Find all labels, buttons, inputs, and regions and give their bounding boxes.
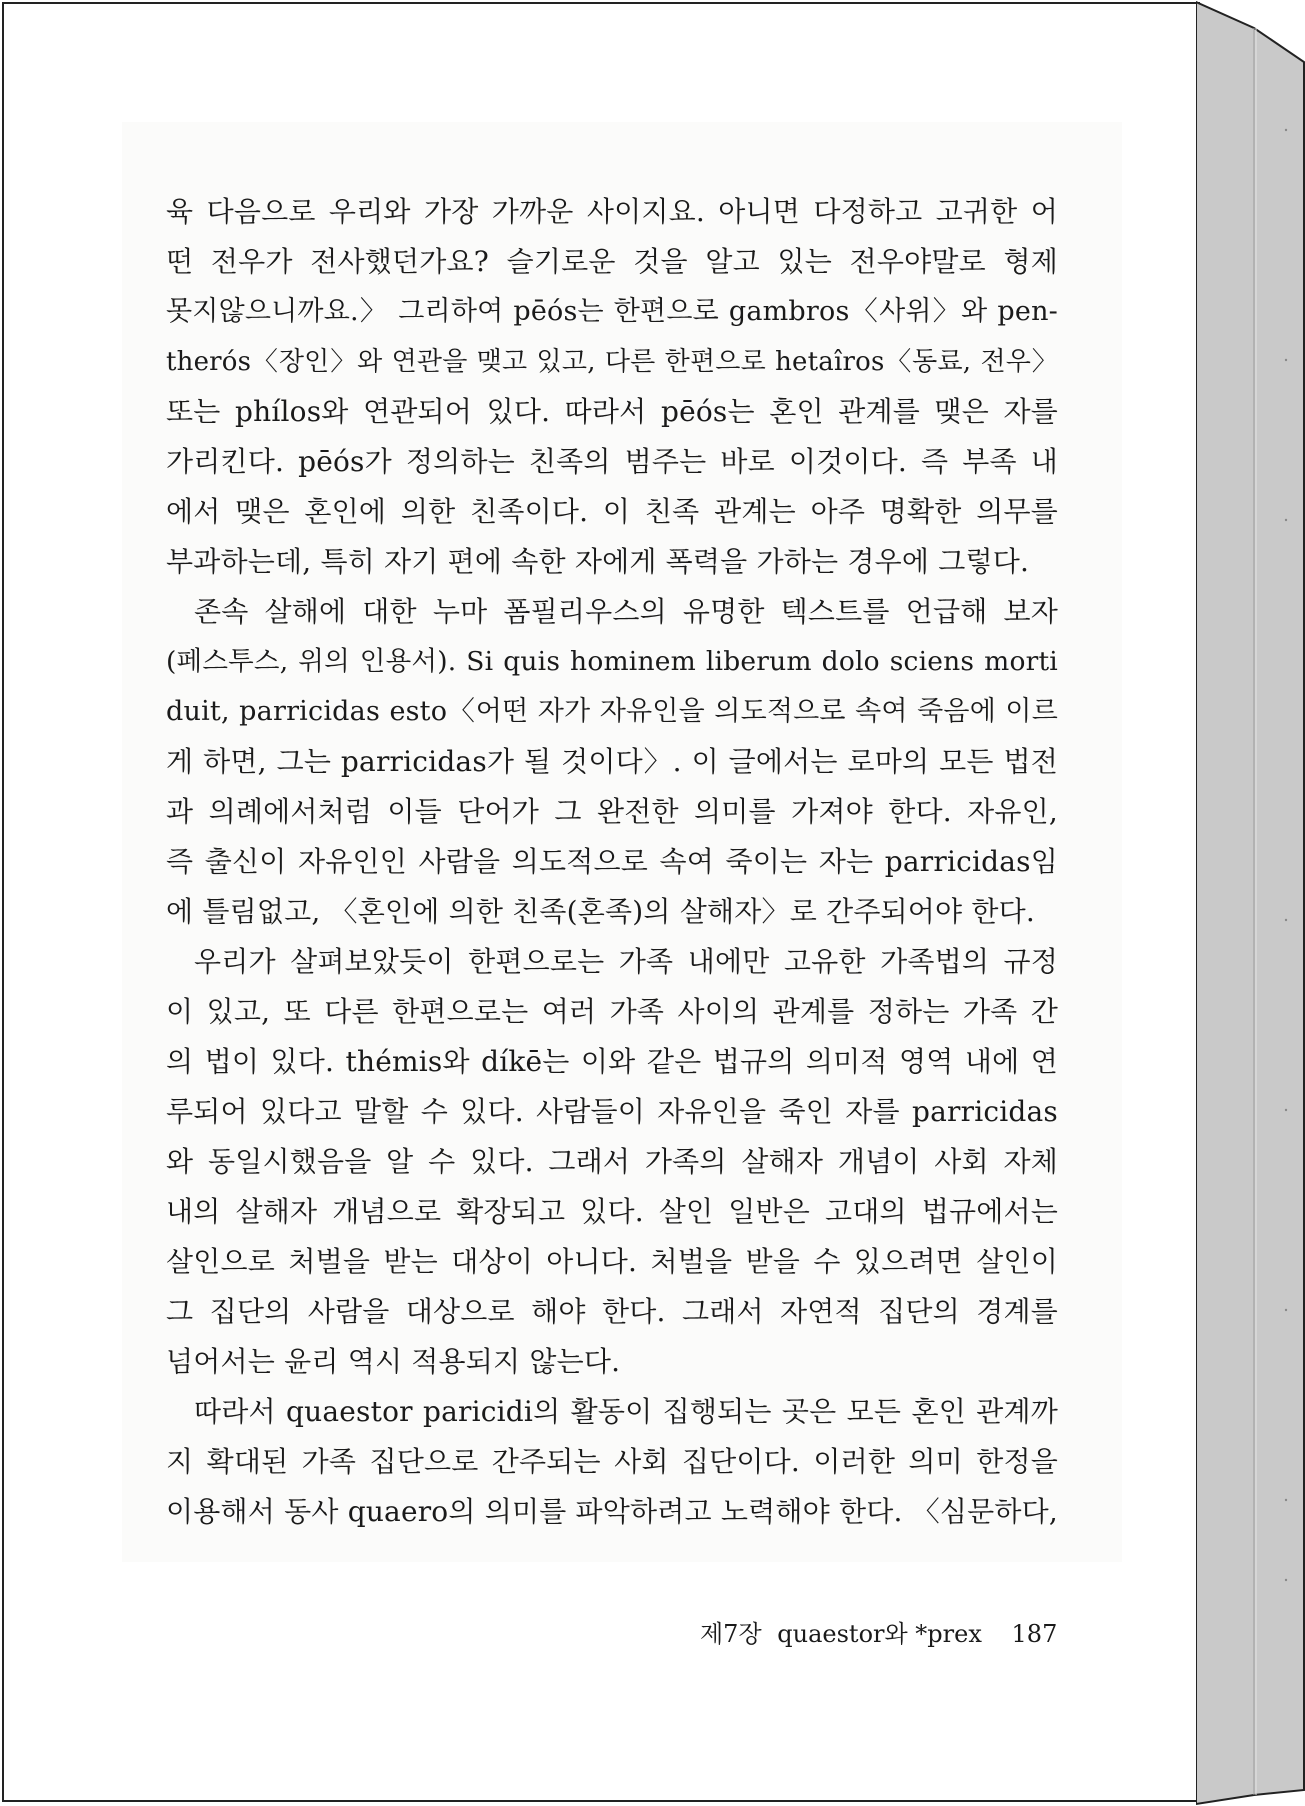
text-line: 또는 phílos와 연관되어 있다. 따라서 pēós는 혼인 관계를 맺은 자를 [166,395,1058,428]
text-line: 떤 전우가 전사했던가요? 슬기로운 것을 알고 있는 전우야말로 형제 [166,245,1058,278]
text-line: 부과하는데, 특히 자기 편에 속한 자에게 폭력을 가하는 경우에 그렇다. [166,545,1030,578]
footer-chapter: 제7장 [700,1620,762,1648]
text-line: 가리킨다. pēós가 정의하는 친족의 범주는 바로 이것이다. 즉 부족 내 [166,445,1058,478]
book-edge-mark [1285,129,1287,131]
text-line: 지 확대된 가족 집단으로 간주되는 사회 집단이다. 이러한 의미 한정을 [166,1445,1058,1478]
text-line: 에 틀림없고, 〈혼인에 의한 친족(혼족)의 살해자〉로 간주되어야 한다. [166,895,1036,928]
running-footer [700,1614,1058,1648]
page-number: 187 [1011,1620,1058,1648]
text-line: 존속 살해에 대한 누마 폼필리우스의 유명한 텍스트를 언급해 보자 [194,595,1058,628]
text-line: 즉 출신이 자유인인 사람을 의도적으로 속여 죽이는 자는 parricidas임 [166,845,1058,878]
book-edge-mark [1285,519,1287,521]
text-line: 넘어서는 윤리 역시 적용되지 않는다. [166,1345,621,1378]
text-line: therós〈장인〉와 연관을 맺고 있고, 다른 한편으로 hetaîros〈동료, 전우〉 [166,347,1058,377]
text-line: 이용해서 동사 quaero의 의미를 파악하려고 노력해야 한다. 〈심문하다, [166,1495,1058,1528]
body-text [166,187,1058,1537]
text-line: 게 하면, 그는 parricidas가 될 것이다〉. 이 글에서는 로마의 모든 법전 [166,745,1058,778]
text-line: 와 동일시했음을 알 수 있다. 그래서 가족의 살해자 개념이 사회 자체 [166,1145,1058,1178]
book-edge-mark [1285,1109,1287,1111]
text-line: 의 법이 있다. thémis와 díkē는 이와 같은 법규의 의미적 영역 내에 연 [166,1045,1058,1078]
book-edge-mark [1285,1309,1287,1311]
text-line: 과 의례에서처럼 이들 단어가 그 완전한 의미를 가져야 한다. 자유인, [166,795,1058,828]
text-line: 못지않으니까요.〉 그리하여 pēós는 한편으로 gambros〈사위〉와 pen- [166,296,1058,327]
text-line: 우리가 살펴보았듯이 한편으로는 가족 내에만 고유한 가족법의 규정 [194,945,1058,978]
text-line: duit, parricidas esto〈어떤 자가 자유인을 의도적으로 속여 죽음에 이르 [166,696,1058,727]
book-edge-face [1196,2,1304,1804]
book-edge-mark [1285,919,1287,921]
book-edge [1196,0,1305,1806]
book-edge-mark [1285,359,1287,361]
text-line: (페스투스, 위의 인용서). Si quis hominem liberum dolo sciens morti [166,646,1058,677]
text-line: 따라서 quaestor paricidi의 활동이 집행되는 곳은 모든 혼인 관계까 [194,1395,1058,1428]
text-line: 내의 살해자 개념으로 확장되고 있다. 살인 일반은 고대의 법규에서는 [166,1195,1058,1228]
book-edge-mark [1285,1499,1287,1501]
text-line: 살인으로 처벌을 받는 대상이 아니다. 처벌을 받을 수 있으려면 살인이 [166,1245,1058,1278]
text-line: 이 있고, 또 다른 한편으로는 여러 가족 사이의 관계를 정하는 가족 간 [166,995,1058,1028]
footer-chapter-title: quaestor와 *prex [777,1620,982,1648]
text-line: 에서 맺은 혼인에 의한 친족이다. 이 친족 관계는 아주 명확한 의무를 [166,495,1058,528]
text-line: 그 집단의 사람을 대상으로 해야 한다. 그래서 자연적 집단의 경계를 [166,1295,1058,1328]
text-line: 육 다음으로 우리와 가장 가까운 사이지요. 아니면 다정하고 고귀한 어 [166,195,1058,228]
book-edge-mark [1285,1579,1287,1581]
text-line: 루되어 있다고 말할 수 있다. 사람들이 자유인을 죽인 자를 parricidas [166,1095,1058,1128]
